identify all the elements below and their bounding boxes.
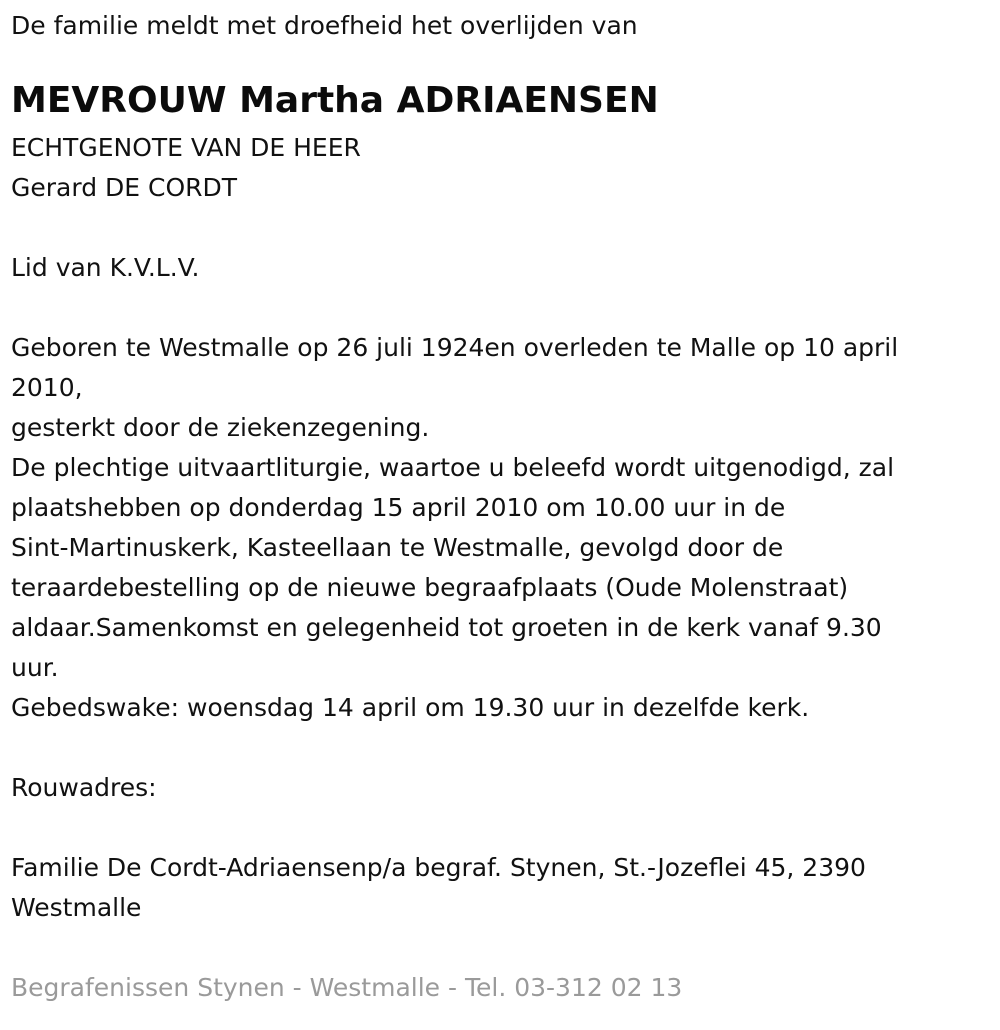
mourning-address-line: Familie De Cordt-Adriaensenp/a begraf. Stynen, St.-Jozeflei 45, 2390: [11, 853, 866, 882]
spacer: [11, 808, 990, 848]
spouse-title: ECHTGENOTE VAN DE HEER: [11, 133, 361, 162]
spacer: [11, 288, 990, 328]
detail-line: De plechtige uitvaartliturgie, waartoe u beleefd wordt uitgenodigd, zal: [11, 453, 895, 482]
membership-text: Lid van K.V.L.V.: [11, 253, 200, 282]
spouse-name: Gerard DE CORDT: [11, 173, 238, 202]
funeral-home-footer: Begrafenissen Stynen - Westmalle - Tel. 03-312 02 13: [11, 973, 683, 1002]
detail-line: gesterkt door de ziekenzegening.: [11, 413, 430, 442]
detail-line: teraardebestelling op de nieuwe begraafplaats (Oude Molenstraat): [11, 573, 849, 602]
deceased-name: MEVROUW Martha ADRIAENSEN: [11, 80, 659, 121]
detail-line: uur.: [11, 653, 59, 682]
detail-line: 2010,: [11, 373, 83, 402]
detail-line: Gebedswake: woensdag 14 april om 19.30 uur in dezelfde kerk.: [11, 693, 810, 722]
detail-line: plaatshebben op donderdag 15 april 2010 om 10.00 uur in de: [11, 493, 786, 522]
detail-line: aldaar.Samenkomst en gelegenheid tot groeten in de kerk vanaf 9.30: [11, 613, 882, 642]
mourning-address-line: Westmalle: [11, 893, 142, 922]
intro-text: De familie meldt met droefheid het overlijden van: [11, 11, 638, 40]
spacer: [11, 208, 990, 248]
spacer: [11, 46, 990, 74]
mourning-address-label: Rouwadres:: [11, 773, 157, 802]
detail-line: Sint-Martinuskerk, Kasteellaan te Westmalle, gevolgd door de: [11, 533, 784, 562]
spacer: [11, 728, 990, 768]
funeral-details: [11, 328, 990, 728]
spacer: [11, 928, 990, 968]
detail-line: Geboren te Westmalle op 26 juli 1924en overleden te Malle op 10 april: [11, 333, 899, 362]
